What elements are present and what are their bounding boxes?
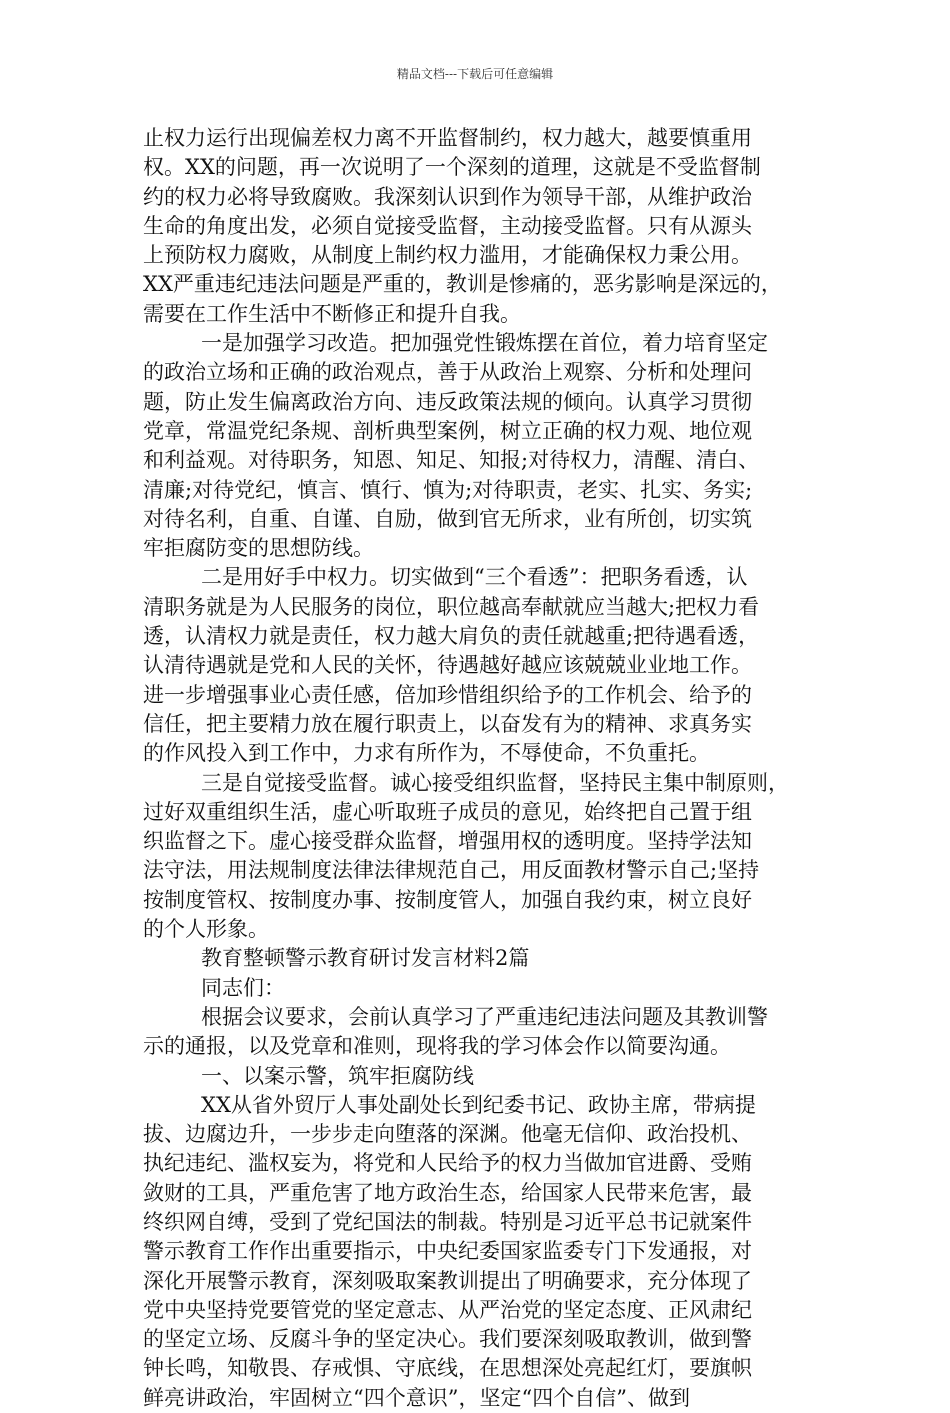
text-line: 根据会议要求，会前认真学习了严重违纪违法问题及其教训警 bbox=[201, 1004, 768, 1029]
text-line: 警示教育工作作出重要指示，中央纪委国家监委专门下发通报，对 bbox=[143, 1239, 752, 1264]
text-line: 二是用好手中权力。切实做到“三个看透”：把职务看透，认 bbox=[201, 565, 748, 590]
text-line: 织监督之下。虚心接受群众监督，增强用权的透明度。坚持学法知 bbox=[143, 829, 752, 854]
text-line: 法守法，用法规制度法律法律规范自己，用反面教材警示自己;坚持 bbox=[143, 858, 760, 883]
text-line: 一、以案示警，筑牢拒腐防线 bbox=[201, 1063, 474, 1088]
text-line: 牢拒腐防变的思想防线。 bbox=[143, 536, 374, 561]
text-line: 终织网自缚，受到了党纪国法的制裁。特别是习近平总书记就案件 bbox=[143, 1209, 752, 1234]
text-line: 党中央坚持党要管党的坚定意志、从严治党的坚定态度、正风肃纪 bbox=[143, 1297, 752, 1322]
text-line: 对待名利，自重、自谨、自励，做到官无所求，业有所创，切实筑 bbox=[143, 506, 752, 531]
text-line: 三是自觉接受监督。诚心接受组织监督，坚持民主集中制原则， bbox=[201, 770, 789, 795]
text-line: 清职务就是为人民服务的岗位，职位越高奉献就应当越大;把权力看 bbox=[143, 594, 760, 619]
document-body bbox=[143, 124, 823, 1413]
text-line: 钟长鸣，知敬畏、存戒惧、守底线，在思想深处亮起红灯，要旗帜 bbox=[143, 1356, 752, 1381]
text-line: 过好双重组织生活，虚心听取班子成员的意见，始终把自己置于组 bbox=[143, 799, 752, 824]
text-line: 党章，常温党纪条规、剖析典型案例，树立正确的权力观、地位观 bbox=[143, 418, 752, 443]
text-line: 示的通报，以及党章和准则，现将我的学习体会作以简要沟通。 bbox=[143, 1034, 731, 1059]
text-line: 同志们： bbox=[201, 975, 285, 1000]
text-line: 权。XX的问题，再一次说明了一个深刻的道理，这就是不受监督制 bbox=[143, 155, 761, 180]
text-line: 的政治立场和正确的政治观点，善于从政治上观察、分析和处理问 bbox=[143, 360, 752, 385]
text-line: 的作风投入到工作中，力求有所作为，不辱使命，不负重托。 bbox=[143, 741, 710, 766]
text-line: 透，认清权力就是责任，权力越大肩负的责任就越重;把待遇看透， bbox=[143, 624, 760, 649]
text-line: 执纪违纪、滥权妄为，将党和人民给予的权力当做加官进爵、受贿 bbox=[143, 1151, 752, 1176]
text-line: 按制度管权、按制度办事、按制度管人，加强自我约束，树立良好 bbox=[143, 887, 752, 912]
text-line: 生命的角度出发，必须自觉接受监督，主动接受监督。只有从源头 bbox=[143, 213, 752, 238]
text-line: 进一步增强事业心责任感，倍加珍惜组织给予的工作机会、给予的 bbox=[143, 682, 752, 707]
text-line: 上预防权力腐败，从制度上制约权力滥用，才能确保权力秉公用。 bbox=[143, 243, 752, 268]
text-line: 需要在工作生活中不断修正和提升自我。 bbox=[143, 301, 521, 326]
text-line: 鲜亮讲政治，牢固树立“四个意识”，坚定“四个自信”、做到 bbox=[143, 1385, 690, 1410]
text-line: 一是加强学习改造。把加强党性锻炼摆在首位，着力培育坚定 bbox=[201, 331, 768, 356]
text-line: XX严重违纪违法问题是严重的，教训是惨痛的，恶劣影响是深远的， bbox=[143, 272, 782, 297]
text-line: 清廉;对待党纪，慎言、慎行、慎为;对待职责，老实、扎实、务实; bbox=[143, 477, 753, 502]
text-line: 认清待遇就是党和人民的关怀，待遇越好越应该兢兢业业地工作。 bbox=[143, 653, 752, 678]
text-line: XX从省外贸厅人事处副处长到纪委书记、政协主席，带病提 bbox=[201, 1092, 756, 1117]
text-line: 拔、边腐边升，一步步走向堕落的深渊。他毫无信仰、政治投机、 bbox=[143, 1122, 752, 1147]
text-line: 止权力运行出现偏差权力离不开监督制约，权力越大，越要慎重用 bbox=[143, 126, 752, 150]
text-line: 和利益观。对待职务，知恩、知足、知报;对待权力，清醒、清白、 bbox=[143, 448, 760, 473]
text-line: 题，防止发生偏离政治方向、违反政策法规的倾向。认真学习贯彻 bbox=[143, 389, 752, 414]
text-line: 教育整顿警示教育研讨发言材料2篇 bbox=[201, 946, 530, 971]
text-line: 敛财的工具，严重危害了地方政治生态，给国家人民带来危害，最 bbox=[143, 1180, 752, 1205]
text-line: 信任，把主要精力放在履行职责上，以奋发有为的精神、求真务实 bbox=[143, 711, 752, 736]
text-line: 的个人形象。 bbox=[143, 917, 269, 942]
text-line: 约的权力必将导致腐败。我深刻认识到作为领导干部，从维护政治 bbox=[143, 184, 752, 209]
text-line: 深化开展警示教育，深刻吸取案教训提出了明确要求，充分体现了 bbox=[143, 1268, 752, 1293]
text-line: 的坚定立场、反腐斗争的坚定决心。我们要深刻吸取教训，做到警 bbox=[143, 1327, 752, 1352]
page-header: 精品文档---下载后可任意编辑 bbox=[396, 67, 554, 81]
